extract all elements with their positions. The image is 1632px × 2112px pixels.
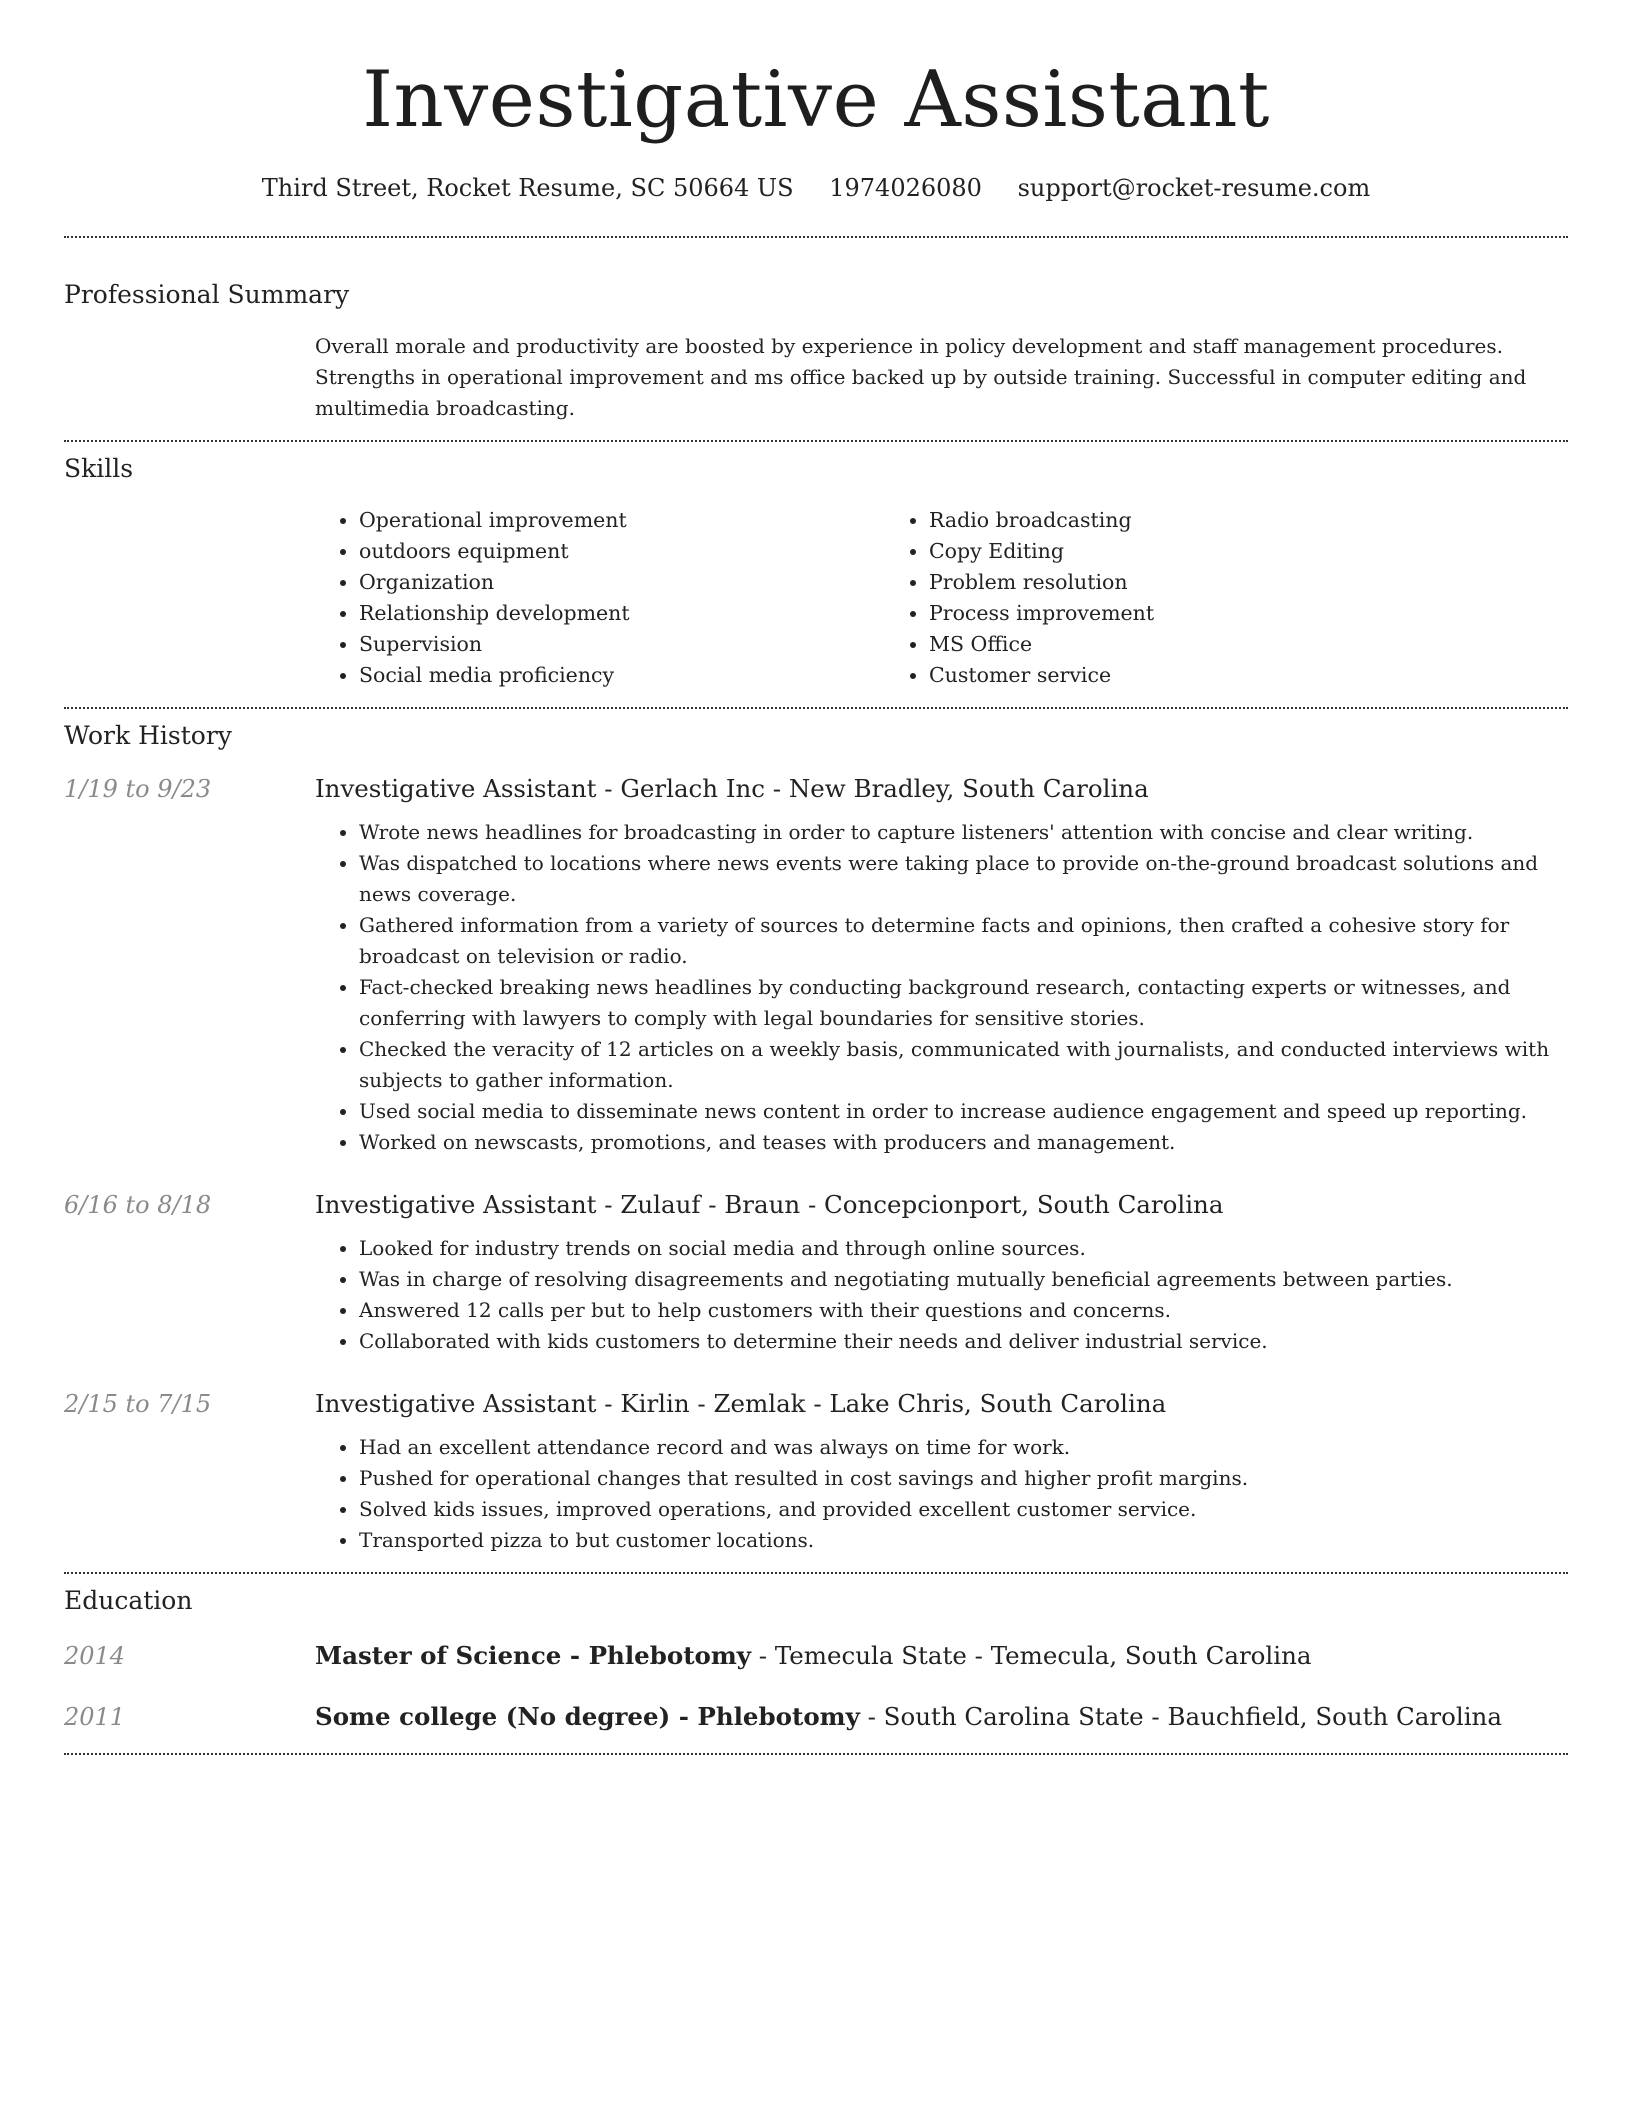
job-heading: Investigative Assistant - Gerlach Inc - New Bradley, South Carolina [315,774,1149,803]
contact-email: support@rocket-resume.com [1017,174,1371,202]
education-school: - South Carolina State - Bauchfield, South Carolina [859,1702,1502,1731]
education-entry [64,1702,1568,1731]
skill-item: • Radio broadcasting [929,505,1455,536]
job-bullet: • Pushed for operational changes that resulted in cost savings and higher profit margins. [359,1463,1568,1494]
job-bullet: • Collaborated with kids customers to determine their needs and deliver industrial service. [359,1326,1568,1357]
contact-address: Third Street, Rocket Resume, SC 50664 US [261,174,794,202]
job-bullet: • Solved kids issues, improved operations, and provided excellent customer service. [359,1494,1568,1525]
job-bullet: • Gathered information from a variety of sources to determine facts and opinions, then crafted a cohesive story for broadcast on television or radio. [359,910,1568,972]
job-heading: Investigative Assistant - Kirlin - Zemlak - Lake Chris, South Carolina [315,1389,1167,1418]
job-dates: 6/16 to 8/18 [64,1191,212,1219]
job-bullet: • Was dispatched to locations where news events were taking place to provide on-the-ground broadcast solutions and news coverage. [359,848,1568,910]
divider [64,1753,1568,1755]
section-title-skills: Skills [64,454,134,483]
skills-list-right [885,505,1455,691]
skill-item: • outdoors equipment [359,536,885,567]
job-bullets [315,1233,1568,1357]
skills-section [64,454,1568,691]
section-title-education: Education [64,1586,193,1615]
job-header [64,774,1568,803]
job-bullet: • Wrote news headlines for broadcasting in order to capture listeners' attention with concise and clear writing. [359,817,1568,848]
divider [64,1572,1568,1574]
education-year: 2011 [64,1703,126,1731]
education-school: - Temecula State - Temecula, South Carolina [751,1641,1312,1670]
contact-line [64,174,1568,202]
job-bullet: • Looked for industry trends on social media and through online sources. [359,1233,1568,1264]
job-bullet: • Used social media to disseminate news content in order to increase audience engagement and speed up reporting. [359,1096,1568,1127]
education-degree: Master of Science - Phlebotomy [315,1641,752,1670]
job-bullets [315,817,1568,1158]
skill-item: • Process improvement [929,598,1455,629]
section-title-work: Work History [64,721,232,750]
skill-item: • Problem resolution [929,567,1455,598]
education-section [64,1586,1568,1731]
job-header [64,1389,1568,1418]
job-bullet: • Worked on newscasts, promotions, and teases with producers and management. [359,1127,1568,1158]
job-bullet: • Transported pizza to but customer locations. [359,1525,1568,1556]
divider [64,440,1568,442]
education-degree: Some college (No degree) - Phlebotomy [315,1702,860,1731]
skill-item: • Organization [359,567,885,598]
section-title-summary: Professional Summary [64,280,350,309]
education-heading [315,1641,1312,1670]
work-history-section [64,721,1568,1556]
education-year: 2014 [64,1642,126,1670]
job-entry [64,774,1568,1158]
job-bullet: • Had an excellent attendance record and was always on time for work. [359,1432,1568,1463]
job-bullet: • Fact-checked breaking news headlines by conducting background research, contacting experts or witnesses, and conferring with lawyers to comply with legal boundaries for sensitive stories. [359,972,1568,1034]
skill-item: • MS Office [929,629,1455,660]
skill-item: • Customer service [929,660,1455,691]
divider [64,236,1568,238]
contact-phone: 1974026080 [829,174,982,202]
education-entry [64,1641,1568,1670]
job-bullets [315,1432,1568,1556]
summary-text: Overall morale and productivity are boosted by experience in policy development and staff management procedures. Strengths in operational improvement and ms office backed up by outside training. Successful in computer editing and multimedia broadcasting. [315,334,1527,420]
job-bullet: • Answered 12 calls per but to help customers with their questions and concerns. [359,1295,1568,1326]
divider [64,707,1568,709]
summary-section [64,280,1568,424]
job-bullet: • Checked the veracity of 12 articles on a weekly basis, communicated with journalists, and conducted interviews with subjects to gather information. [359,1034,1568,1096]
skill-item: • Social media proficiency [359,660,885,691]
job-entry [64,1389,1568,1556]
job-dates: 2/15 to 7/15 [64,1390,212,1418]
job-header [64,1190,1568,1219]
job-bullet: • Was in charge of resolving disagreements and negotiating mutually beneficial agreements between parties. [359,1264,1568,1295]
skill-item: • Supervision [359,629,885,660]
job-heading: Investigative Assistant - Zulauf - Braun - Concepcionport, South Carolina [315,1190,1224,1219]
skill-item: • Relationship development [359,598,885,629]
resume-name: Investigative Assistant [362,55,1270,145]
job-dates: 1/19 to 9/23 [64,775,212,803]
skill-item: • Operational improvement [359,505,885,536]
skills-list-left [315,505,885,691]
education-heading [315,1702,1502,1731]
skills-grid [315,505,1568,691]
job-entry [64,1190,1568,1357]
skill-item: • Copy Editing [929,536,1455,567]
